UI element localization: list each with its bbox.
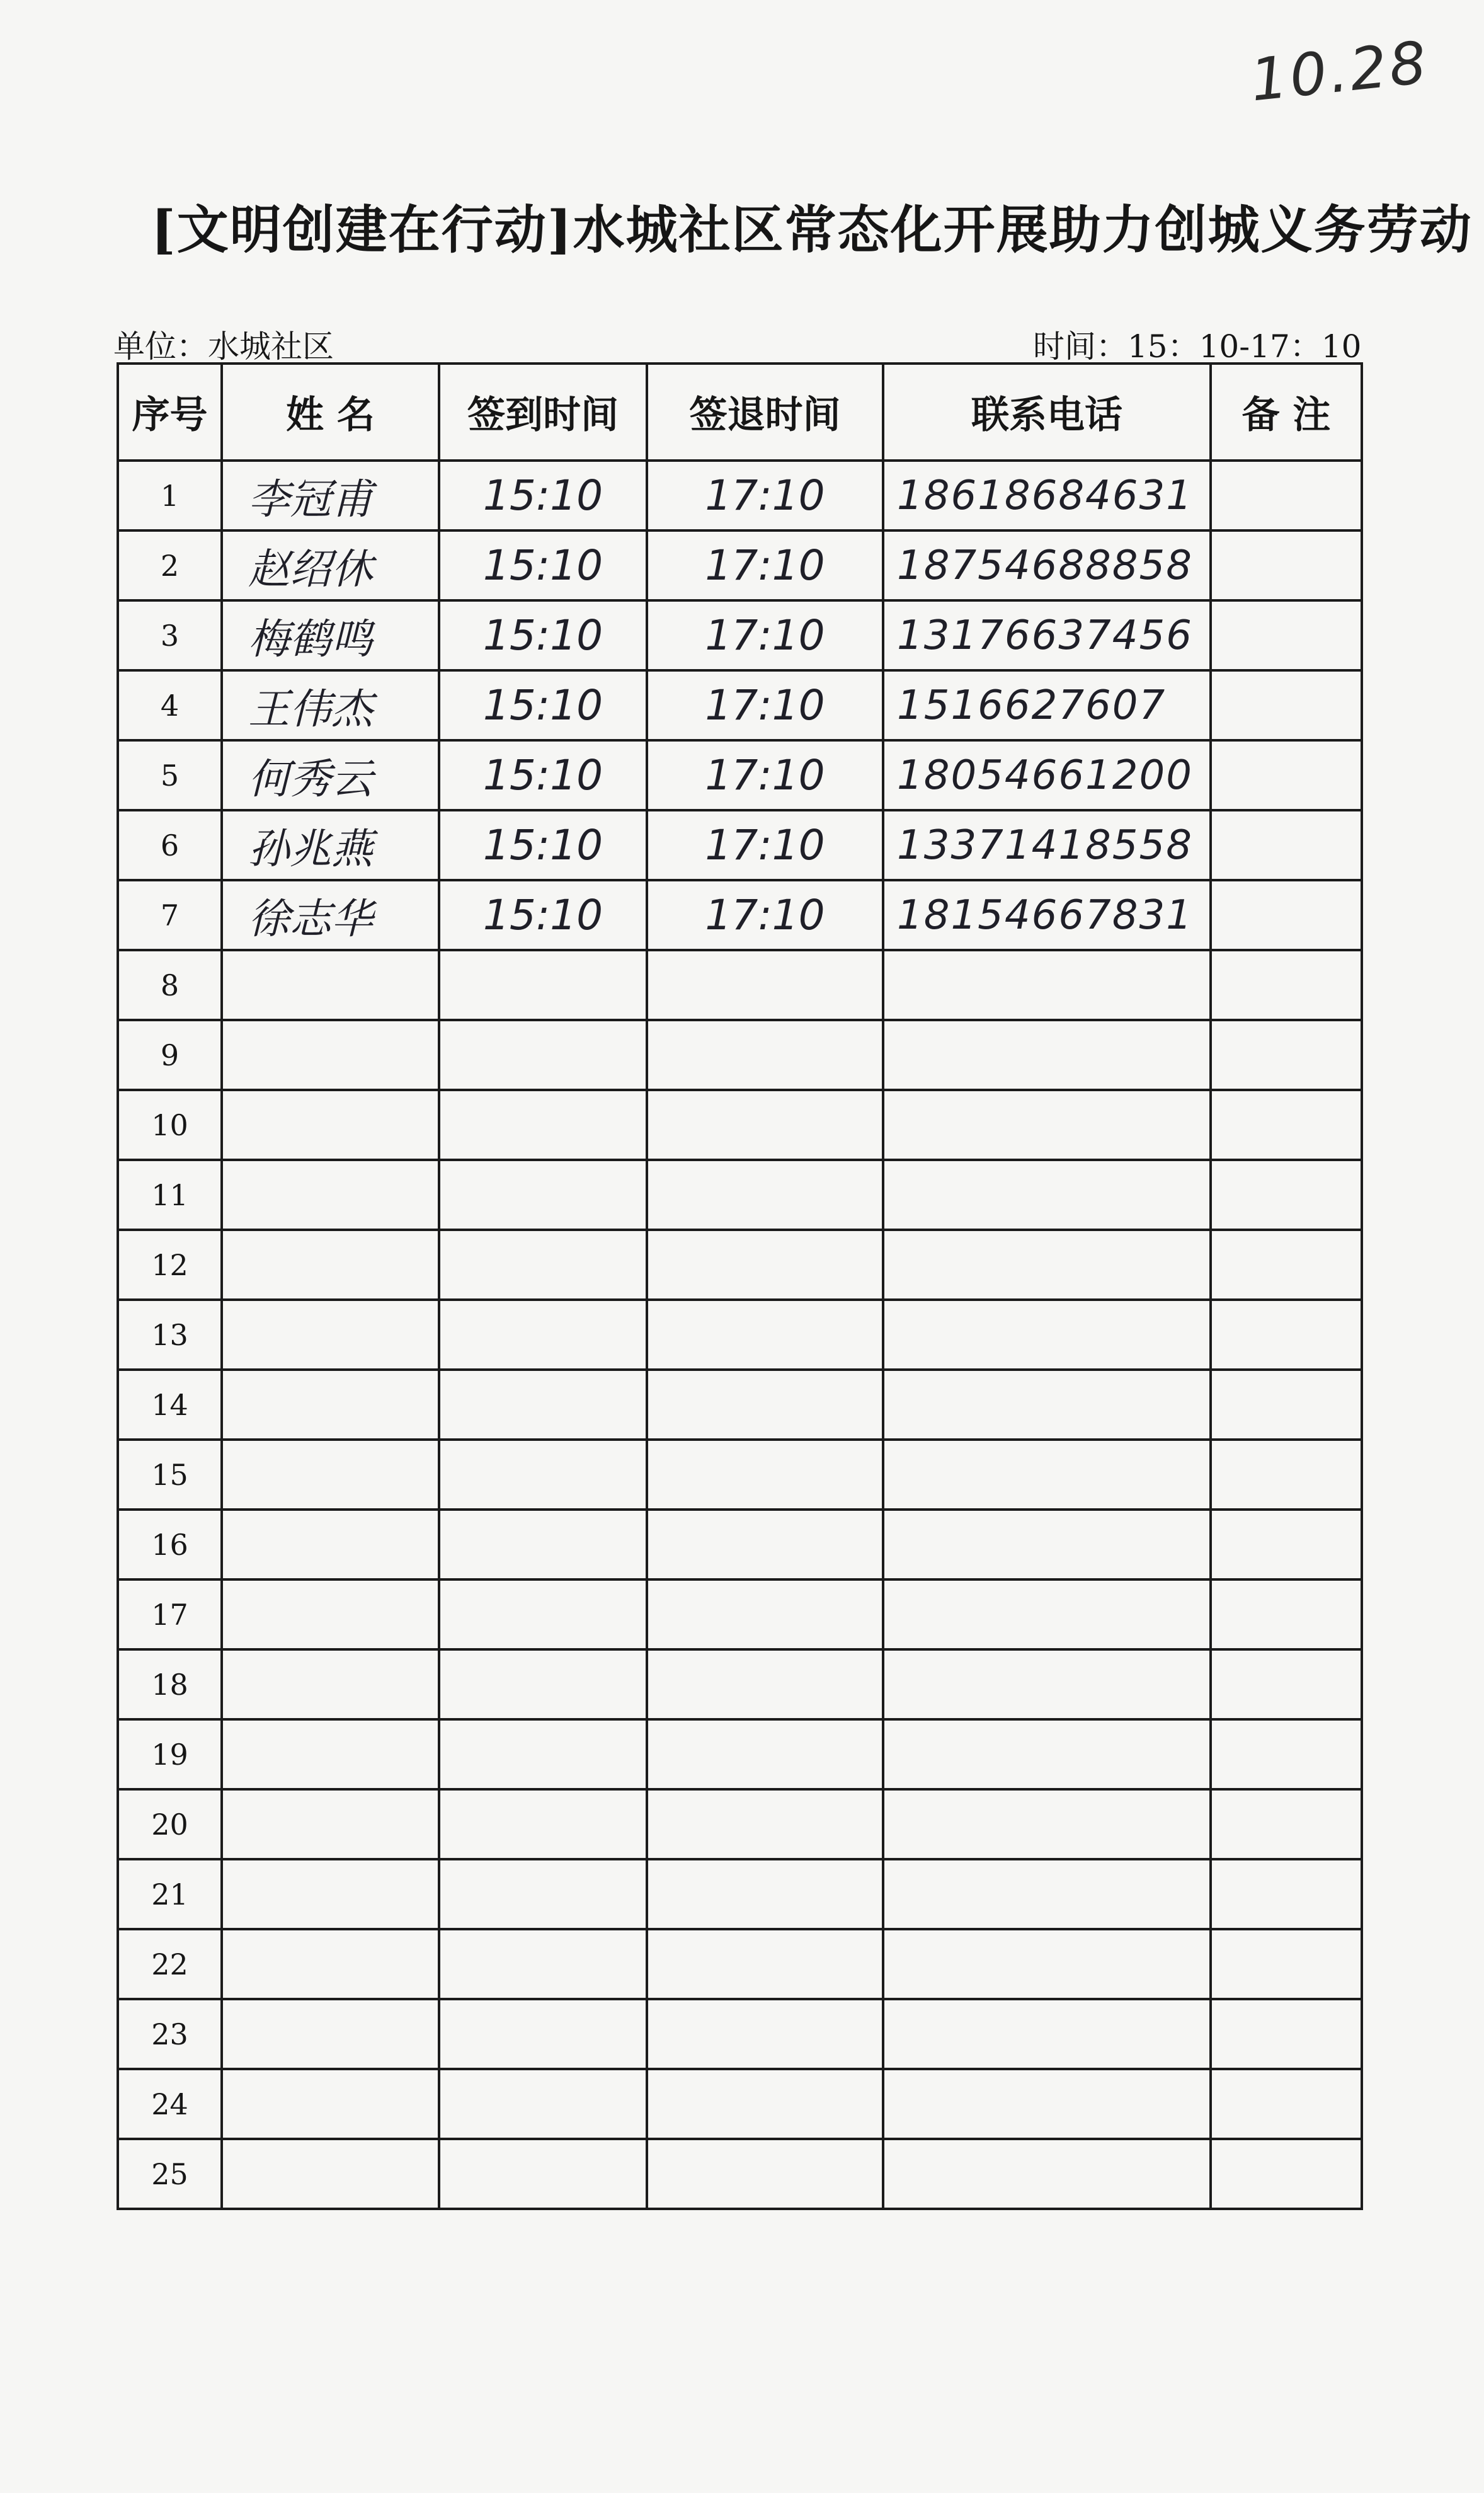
table-row <box>118 1719 1362 1789</box>
row-name <box>222 1789 439 1859</box>
row-sign-out-time: 17:10 <box>647 810 883 880</box>
row-index: 8 <box>118 950 222 1020</box>
row-phone <box>883 1719 1211 1789</box>
row-sign-out-time <box>647 1230 883 1300</box>
table-row <box>118 1510 1362 1579</box>
row-sign-in-time: 15:10 <box>439 670 647 740</box>
table-row <box>118 1789 1362 1859</box>
row-index: 3 <box>118 600 222 670</box>
row-sign-out-time <box>647 950 883 1020</box>
row-sign-out-time <box>647 1160 883 1230</box>
row-sign-out-time: 17:10 <box>647 461 883 530</box>
row-phone <box>883 1789 1211 1859</box>
header-sign-out: 签退时间 <box>647 364 883 461</box>
row-phone: 13176637456 <box>883 600 1211 670</box>
row-phone <box>883 1440 1211 1510</box>
row-index: 5 <box>118 740 222 810</box>
row-note <box>1211 461 1362 530</box>
row-sign-out-time: 17:10 <box>647 670 883 740</box>
row-index: 6 <box>118 810 222 880</box>
row-sign-out-time <box>647 1440 883 1510</box>
row-sign-in-time <box>439 1020 647 1090</box>
row-sign-out-time <box>647 1929 883 1999</box>
table-row <box>118 1160 1362 1230</box>
row-index: 13 <box>118 1300 222 1370</box>
row-sign-out-time <box>647 1579 883 1649</box>
row-sign-in-time <box>439 1160 647 1230</box>
row-sign-out-time <box>647 1370 883 1440</box>
document-title: [文明创建在行动]水城社区常态化开展助力创城义务劳动 <box>151 200 1473 260</box>
row-sign-in-time <box>439 1999 647 2069</box>
row-index: 12 <box>118 1230 222 1300</box>
row-sign-out-time: 17:10 <box>647 530 883 600</box>
table-row <box>118 2069 1362 2139</box>
table-row <box>118 740 1362 810</box>
table-row <box>118 1649 1362 1719</box>
header-note: 备 注 <box>1211 364 1362 461</box>
row-index: 22 <box>118 1929 222 1999</box>
row-sign-in-time <box>439 1929 647 1999</box>
row-sign-in-time <box>439 1230 647 1300</box>
row-note <box>1211 1579 1362 1649</box>
row-note <box>1211 1719 1362 1789</box>
table-row <box>118 810 1362 880</box>
row-sign-out-time <box>647 1719 883 1789</box>
table-row <box>118 600 1362 670</box>
row-note <box>1211 530 1362 600</box>
row-sign-in-time: 15:10 <box>439 810 647 880</box>
row-sign-out-time <box>647 1300 883 1370</box>
row-name <box>222 1300 439 1370</box>
row-index: 7 <box>118 880 222 950</box>
table-row <box>118 1300 1362 1370</box>
row-name <box>222 950 439 1020</box>
row-name <box>222 1090 439 1160</box>
row-note <box>1211 950 1362 1020</box>
row-sign-in-time <box>439 1090 647 1160</box>
row-phone <box>883 2069 1211 2139</box>
row-note <box>1211 2139 1362 2209</box>
row-sign-out-time: 17:10 <box>647 740 883 810</box>
row-name: 李冠甫 <box>222 461 439 530</box>
row-sign-out-time: 17:10 <box>647 600 883 670</box>
table-row <box>118 1090 1362 1160</box>
row-note <box>1211 1300 1362 1370</box>
row-phone <box>883 1929 1211 1999</box>
row-phone: 18054661200 <box>883 740 1211 810</box>
time-label: 时间：15：10-17：10 <box>1033 328 1362 365</box>
row-sign-out-time <box>647 1510 883 1579</box>
row-note <box>1211 670 1362 740</box>
row-name: 何秀云 <box>222 740 439 810</box>
row-note <box>1211 1649 1362 1719</box>
header-index: 序号 <box>118 364 222 461</box>
table-row <box>118 950 1362 1020</box>
row-name <box>222 1510 439 1579</box>
row-index: 18 <box>118 1649 222 1719</box>
row-index: 1 <box>118 461 222 530</box>
row-sign-out-time <box>647 2069 883 2139</box>
row-note <box>1211 1370 1362 1440</box>
row-index: 11 <box>118 1160 222 1230</box>
row-phone: 13371418558 <box>883 810 1211 880</box>
row-note <box>1211 1510 1362 1579</box>
row-index: 4 <box>118 670 222 740</box>
row-note <box>1211 1859 1362 1929</box>
table-row <box>118 1579 1362 1649</box>
row-name <box>222 2069 439 2139</box>
row-name: 王伟杰 <box>222 670 439 740</box>
row-sign-in-time <box>439 1370 647 1440</box>
row-name: 徐志华 <box>222 880 439 950</box>
row-index: 23 <box>118 1999 222 2069</box>
row-index: 15 <box>118 1440 222 1510</box>
table-row <box>118 670 1362 740</box>
header-sign-in: 签到时间 <box>439 364 647 461</box>
table-header-row <box>118 364 1362 461</box>
row-name <box>222 1440 439 1510</box>
header-phone: 联系电话 <box>883 364 1211 461</box>
row-index: 20 <box>118 1789 222 1859</box>
row-phone: 18754688858 <box>883 530 1211 600</box>
row-phone <box>883 2139 1211 2209</box>
table-row <box>118 1370 1362 1440</box>
row-sign-out-time <box>647 1859 883 1929</box>
row-note <box>1211 1789 1362 1859</box>
row-note <box>1211 600 1362 670</box>
table-row <box>118 1440 1362 1510</box>
row-name <box>222 1370 439 1440</box>
row-index: 24 <box>118 2069 222 2139</box>
row-name <box>222 1719 439 1789</box>
table-row <box>118 1230 1362 1300</box>
row-sign-out-time <box>647 2139 883 2209</box>
table-row <box>118 461 1362 530</box>
row-phone <box>883 1999 1211 2069</box>
row-phone <box>883 1510 1211 1579</box>
row-sign-out-time: 17:10 <box>647 880 883 950</box>
handwritten-date-note: 10.28 <box>1247 28 1432 115</box>
row-note <box>1211 1999 1362 2069</box>
table-row <box>118 2139 1362 2209</box>
row-sign-in-time <box>439 1440 647 1510</box>
row-note <box>1211 880 1362 950</box>
row-index: 21 <box>118 1859 222 1929</box>
row-phone <box>883 1230 1211 1300</box>
row-note <box>1211 1090 1362 1160</box>
row-name <box>222 1649 439 1719</box>
row-note <box>1211 740 1362 810</box>
row-note <box>1211 810 1362 880</box>
row-name <box>222 1579 439 1649</box>
table-row <box>118 1859 1362 1929</box>
row-sign-in-time <box>439 1719 647 1789</box>
row-sign-out-time <box>647 1090 883 1160</box>
row-sign-in-time: 15:10 <box>439 880 647 950</box>
table-row <box>118 1929 1362 1999</box>
row-phone <box>883 1370 1211 1440</box>
row-phone <box>883 1090 1211 1160</box>
row-phone: 18618684631 <box>883 461 1211 530</box>
table-row <box>118 1999 1362 2069</box>
unit-label: 单位：水城社区 <box>113 328 334 365</box>
row-index: 25 <box>118 2139 222 2209</box>
row-name <box>222 1160 439 1230</box>
row-phone: 1516627607 <box>883 670 1211 740</box>
sign-in-table <box>117 362 1363 2210</box>
row-index: 14 <box>118 1370 222 1440</box>
row-note <box>1211 2069 1362 2139</box>
row-phone <box>883 1859 1211 1929</box>
row-phone <box>883 1160 1211 1230</box>
row-index: 9 <box>118 1020 222 1090</box>
row-sign-in-time: 15:10 <box>439 461 647 530</box>
row-sign-out-time <box>647 1789 883 1859</box>
row-sign-in-time <box>439 1859 647 1929</box>
row-note <box>1211 1160 1362 1230</box>
row-sign-out-time <box>647 1020 883 1090</box>
row-sign-in-time <box>439 1510 647 1579</box>
row-sign-in-time: 15:10 <box>439 600 647 670</box>
row-name <box>222 1230 439 1300</box>
row-phone <box>883 1020 1211 1090</box>
table-row <box>118 530 1362 600</box>
row-name: 孙兆燕 <box>222 810 439 880</box>
row-note <box>1211 1230 1362 1300</box>
row-index: 2 <box>118 530 222 600</box>
row-sign-in-time <box>439 1579 647 1649</box>
row-index: 17 <box>118 1579 222 1649</box>
row-sign-in-time: 15:10 <box>439 530 647 600</box>
row-phone <box>883 1579 1211 1649</box>
row-sign-in-time: 15:10 <box>439 740 647 810</box>
row-sign-in-time <box>439 1649 647 1719</box>
row-sign-in-time <box>439 1300 647 1370</box>
row-sign-out-time <box>647 1649 883 1719</box>
row-name: 梅鹤鸣 <box>222 600 439 670</box>
row-sign-in-time <box>439 950 647 1020</box>
row-note <box>1211 1020 1362 1090</box>
row-name <box>222 1929 439 1999</box>
row-name: 赵绍休 <box>222 530 439 600</box>
table-row <box>118 1020 1362 1090</box>
row-index: 19 <box>118 1719 222 1789</box>
row-index: 10 <box>118 1090 222 1160</box>
row-phone: 18154667831 <box>883 880 1211 950</box>
row-note <box>1211 1440 1362 1510</box>
row-name <box>222 1020 439 1090</box>
row-sign-out-time <box>647 1999 883 2069</box>
row-sign-in-time <box>439 2139 647 2209</box>
row-index: 16 <box>118 1510 222 1579</box>
row-name <box>222 2139 439 2209</box>
header-name: 姓 名 <box>222 364 439 461</box>
row-phone <box>883 1649 1211 1719</box>
row-note <box>1211 1929 1362 1999</box>
row-sign-in-time <box>439 1789 647 1859</box>
row-phone <box>883 1300 1211 1370</box>
row-phone <box>883 950 1211 1020</box>
table-row <box>118 880 1362 950</box>
row-name <box>222 1859 439 1929</box>
row-sign-in-time <box>439 2069 647 2139</box>
row-name <box>222 1999 439 2069</box>
